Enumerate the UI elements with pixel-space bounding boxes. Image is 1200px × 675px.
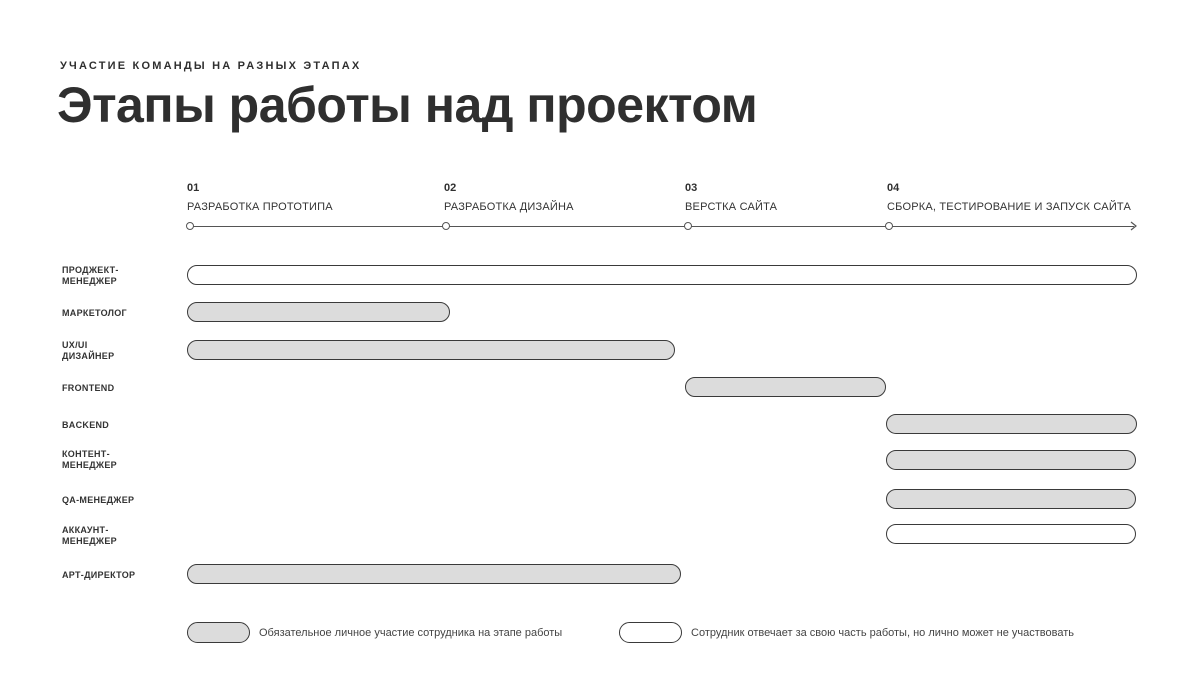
role-label-content-manager: КОНТЕНТ- МЕНЕДЖЕР	[62, 449, 117, 470]
bar-backend	[886, 414, 1137, 434]
stage-1-number: 01	[187, 182, 200, 194]
page-title: Этапы работы над проектом	[57, 77, 758, 133]
bar-art-director	[187, 564, 681, 584]
bar-marketer	[187, 302, 450, 322]
stage-4-name: СБОРКА, ТЕСТИРОВАНИЕ И ЗАПУСК САЙТА	[887, 201, 1132, 213]
timeline-marker-stage-3	[684, 222, 692, 230]
legend-swatch-responsible	[619, 622, 682, 643]
role-label-frontend: FRONTEND	[62, 383, 115, 393]
page-subtitle: УЧАСТИЕ КОМАНДЫ НА РАЗНЫХ ЭТАПАХ	[60, 60, 362, 72]
bar-account-manager	[886, 524, 1136, 544]
legend-swatch-required	[187, 622, 250, 643]
bar-qa-manager	[886, 489, 1136, 509]
role-label-qa-manager: QA-МЕНЕДЖЕР	[62, 495, 135, 505]
role-label-marketer: МАРКЕТОЛОГ	[62, 308, 127, 318]
stage-2-number: 02	[444, 182, 457, 194]
timeline-marker-stage-4	[885, 222, 893, 230]
bar-project-manager	[187, 265, 1137, 285]
timeline-arrow-icon	[1128, 221, 1138, 231]
role-label-backend: BACKEND	[62, 420, 110, 430]
role-label-art-director: АРТ-ДИРЕКТОР	[62, 570, 136, 580]
timeline-line	[190, 226, 1134, 227]
stage-4-number: 04	[887, 182, 900, 194]
bar-content-manager	[886, 450, 1136, 470]
stage-3-number: 03	[685, 182, 698, 194]
bar-ux-ui-designer	[187, 340, 675, 360]
stage-3-name: ВЕРСТКА САЙТА	[685, 201, 778, 213]
stage-1-name: РАЗРАБОТКА ПРОТОТИПА	[187, 201, 333, 213]
legend-label-responsible: Сотрудник отвечает за свою часть работы, но лично может не участвовать	[691, 627, 1074, 639]
timeline-marker-stage-2	[442, 222, 450, 230]
stage-2-name: РАЗРАБОТКА ДИЗАЙНА	[444, 201, 574, 213]
timeline-marker-stage-1	[186, 222, 194, 230]
legend-label-required: Обязательное личное участие сотрудника на этапе работы	[259, 627, 563, 639]
role-label-project-manager: ПРОДЖЕКТ- МЕНЕДЖЕР	[62, 265, 119, 286]
bar-frontend	[685, 377, 886, 397]
role-label-ux-ui-designer: UX/UI ДИЗАЙНЕР	[62, 340, 115, 361]
role-label-account-manager: АККАУНТ- МЕНЕДЖЕР	[62, 525, 117, 546]
